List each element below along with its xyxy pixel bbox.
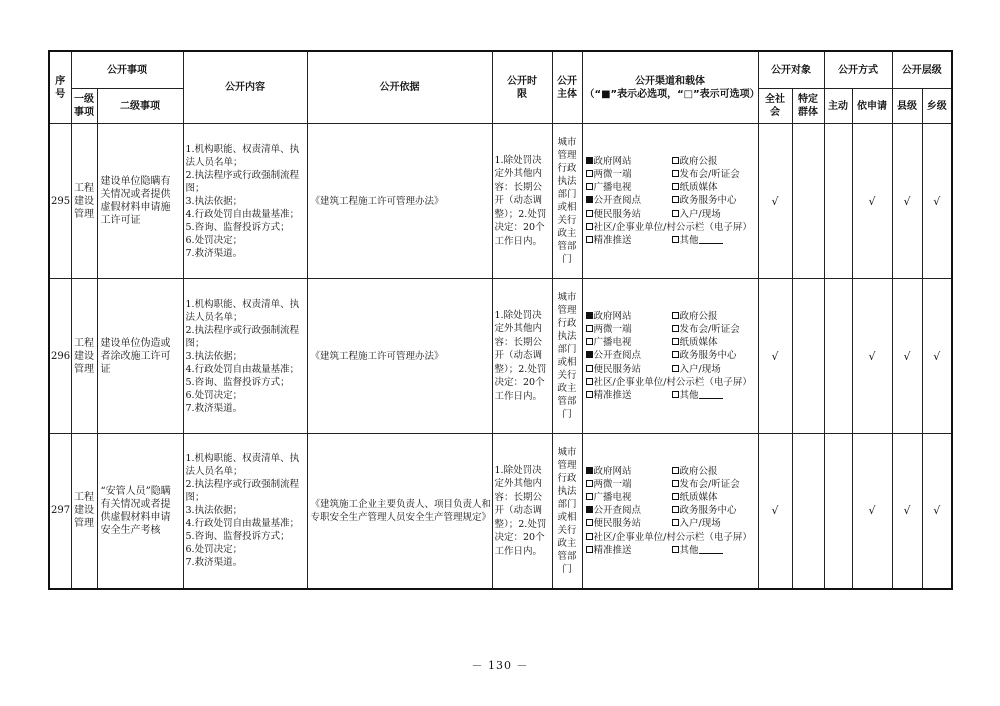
channel-precise: 精准推送 — [593, 235, 632, 246]
channel-pair — [586, 181, 756, 194]
cell-basis: 《建筑工程施工许可管理办法》 — [307, 279, 492, 434]
page-number: － 130 － — [471, 659, 529, 672]
content-line: 6.处罚决定； — [185, 234, 243, 246]
channel-radio_tv: 广播电视 — [593, 182, 632, 194]
header-target-specific: 特定群体 — [792, 89, 824, 124]
cell-content — [183, 124, 307, 279]
cell-content — [183, 434, 307, 589]
empty-box-icon — [586, 210, 593, 217]
channel-pair — [586, 208, 756, 221]
empty-box-icon — [586, 391, 593, 398]
disclosure-table — [48, 50, 953, 590]
channel-pair — [586, 234, 756, 247]
channel-pair — [586, 389, 756, 402]
header-subject: 公开主体 — [552, 51, 582, 124]
cell-target-specific — [792, 279, 824, 434]
content-line: 7.救济渠道。 — [185, 247, 243, 259]
header-method-request: 依申请 — [852, 89, 892, 124]
empty-box-icon — [586, 338, 593, 345]
empty-box-icon — [586, 519, 593, 526]
channel-pair — [586, 478, 756, 491]
empty-box-icon — [672, 157, 679, 164]
channel-reading_point: 公开查阅点 — [593, 350, 642, 362]
channel-community: 社区/企事业单位/村公示栏（电子屏） — [593, 221, 752, 233]
content-line: 1.机构职能、权责清单、执法人员名单； — [185, 298, 300, 323]
content-line: 2.执法程序或行政强制流程图； — [185, 479, 300, 504]
empty-box-icon — [672, 196, 679, 203]
content-line: 3.执法依据； — [185, 350, 243, 362]
empty-box-icon — [586, 546, 593, 553]
empty-box-icon — [672, 325, 679, 332]
channel-hearing: 发布会/听证会 — [679, 323, 740, 335]
cell-time-limit: 1.除处罚决定外其他内容：长期公开（动态调整）；2.处罚决定：20个工作日内。 — [492, 434, 552, 589]
channel-radio_tv: 广播电视 — [593, 337, 632, 349]
fill-in-blank — [699, 544, 723, 554]
content-line: 2.执法程序或行政强制流程图； — [185, 324, 300, 349]
channel-pair — [586, 544, 756, 557]
empty-box-icon — [672, 506, 679, 513]
content-line: 5.咨询、监督投诉方式； — [185, 531, 290, 543]
checked-box-icon — [586, 196, 593, 203]
content-line: 1.机构职能、权责清单、执法人员名单； — [185, 143, 300, 168]
channel-precise: 精准推送 — [593, 544, 632, 556]
empty-box-icon — [672, 480, 679, 487]
cell-seq: 296 — [49, 279, 71, 434]
channel-pair — [586, 517, 756, 530]
cell-method-request: √ — [852, 434, 892, 589]
cell-level-township: √ — [922, 124, 952, 279]
channel-two_micro: 两微一端 — [593, 168, 632, 180]
header-time-limit: 公开时限 — [492, 51, 552, 124]
cell-target-all: √ — [758, 124, 792, 279]
header-seq: 序号 — [49, 51, 71, 124]
cell-subject: 城市管理行政执法部门或相关行政主管部门 — [552, 124, 582, 279]
channel-pair — [586, 504, 756, 517]
header-channel-note: （“■”表示必选项，“□”表示可选项） — [584, 88, 760, 100]
cell-target-all: √ — [758, 279, 792, 434]
content-line: 4.行政处罚自由裁量基准； — [185, 208, 300, 220]
content-line: 5.咨询、监督投诉方式； — [185, 221, 290, 233]
cell-method-request: √ — [852, 279, 892, 434]
header-target-group: 公开对象 — [758, 51, 824, 89]
channel-gov_gazette: 政府公报 — [679, 155, 718, 167]
channel-community-row — [586, 531, 756, 544]
channel-other: 其他 — [679, 235, 699, 246]
empty-box-icon — [586, 170, 593, 177]
empty-box-icon — [586, 480, 593, 487]
table-row — [49, 434, 952, 589]
channel-community: 社区/企事业单位/村公示栏（电子屏） — [593, 531, 752, 543]
fill-in-blank — [699, 234, 723, 244]
empty-box-icon — [586, 236, 593, 243]
cell-method-active — [824, 434, 852, 589]
empty-box-icon — [586, 493, 593, 500]
channel-reading_point: 公开查阅点 — [593, 505, 642, 517]
cell-method-active — [824, 279, 852, 434]
channel-convenience: 便民服务站 — [593, 363, 642, 375]
fill-in-blank — [699, 389, 723, 399]
cell-channels — [582, 279, 758, 434]
cell-target-specific — [792, 124, 824, 279]
channel-pair — [586, 310, 756, 323]
channel-household: 入户/现场 — [679, 363, 721, 375]
empty-box-icon — [586, 183, 593, 190]
channel-paper: 纸质媒体 — [679, 337, 718, 349]
cell-content — [183, 279, 307, 434]
header-level-group: 公开层级 — [892, 51, 952, 89]
content-line: 6.处罚决定； — [185, 544, 243, 556]
empty-box-icon — [672, 351, 679, 358]
content-line: 6.处罚决定； — [185, 389, 243, 401]
channel-household: 入户/现场 — [679, 208, 721, 220]
empty-box-icon — [672, 546, 679, 553]
cell-subject: 城市管理行政执法部门或相关行政主管部门 — [552, 279, 582, 434]
channel-reading_point: 公开查阅点 — [593, 195, 642, 207]
cell-method-active — [824, 124, 852, 279]
empty-box-icon — [672, 170, 679, 177]
channel-gov_site: 政府网站 — [593, 465, 632, 477]
header-method-active: 主动 — [824, 89, 852, 124]
empty-box-icon — [672, 519, 679, 526]
channel-convenience: 便民服务站 — [593, 518, 642, 530]
cell-basis: 《建筑施工企业主要负责人、项目负责人和专职安全生产管理人员安全生产管理规定》 — [307, 434, 492, 589]
empty-box-icon — [672, 236, 679, 243]
channel-precise: 精准推送 — [593, 390, 632, 401]
channel-hearing: 发布会/听证会 — [679, 478, 740, 490]
cell-channels — [582, 434, 758, 589]
channel-service_center: 政务服务中心 — [679, 505, 737, 517]
empty-box-icon — [586, 533, 593, 540]
checked-box-icon — [586, 467, 593, 474]
channel-pair — [586, 323, 756, 336]
cell-level-township: √ — [922, 279, 952, 434]
table-row — [49, 124, 952, 279]
content-line: 7.救济渠道。 — [185, 557, 243, 569]
cell-level-township: √ — [922, 434, 952, 589]
content-line: 2.执法程序或行政强制流程图； — [185, 169, 300, 194]
channel-household: 入户/现场 — [679, 518, 721, 530]
channel-radio_tv: 广播电视 — [593, 491, 632, 503]
channel-pair — [586, 155, 756, 168]
channel-gov_site: 政府网站 — [593, 310, 632, 322]
checked-box-icon — [586, 312, 593, 319]
header-level1: 一级事项 — [71, 89, 97, 124]
cell-target-specific — [792, 434, 824, 589]
cell-level-county: √ — [892, 124, 922, 279]
empty-box-icon — [672, 365, 679, 372]
channel-other: 其他 — [679, 544, 699, 556]
channel-paper: 纸质媒体 — [679, 182, 718, 194]
cell-level1: 工程建设管理 — [71, 279, 97, 434]
content-line: 3.执法依据； — [185, 195, 243, 207]
disclosure-table-sheet — [48, 50, 951, 590]
cell-level2: “安管人员”隐瞒有关情况或者提供虚假材料申请安全生产考核 — [97, 434, 183, 589]
cell-level2: 建设单位伪造或者涂改施工许可证 — [97, 279, 183, 434]
cell-level1: 工程建设管理 — [71, 124, 97, 279]
cell-subject: 城市管理行政执法部门或相关行政主管部门 — [552, 434, 582, 589]
cell-basis: 《建筑工程施工许可管理办法》 — [307, 124, 492, 279]
channel-pair — [586, 363, 756, 376]
empty-box-icon — [672, 391, 679, 398]
content-line: 7.救济渠道。 — [185, 402, 243, 414]
channel-pair — [586, 168, 756, 181]
cell-level-county: √ — [892, 434, 922, 589]
cell-time-limit: 1.除处罚决定外其他内容：长期公开（动态调整）；2.处罚决定：20个工作日内。 — [492, 279, 552, 434]
channel-community: 社区/企事业单位/村公示栏（电子屏） — [593, 376, 752, 388]
content-line: 4.行政处罚自由裁量基准； — [185, 363, 300, 375]
channel-paper: 纸质媒体 — [679, 491, 718, 503]
empty-box-icon — [672, 312, 679, 319]
channel-gov_site: 政府网站 — [593, 155, 632, 167]
content-line: 3.执法依据； — [185, 505, 243, 517]
cell-level2: 建设单位隐瞒有关情况或者提供虚假材料申请施工许可证 — [97, 124, 183, 279]
header-channel — [582, 51, 758, 124]
header-target-all: 全社会 — [758, 89, 792, 124]
channel-pair — [586, 349, 756, 362]
checked-box-icon — [586, 351, 593, 358]
empty-box-icon — [672, 183, 679, 190]
channel-two_micro: 两微一端 — [593, 323, 632, 335]
channel-service_center: 政务服务中心 — [679, 195, 737, 207]
channel-other: 其他 — [679, 390, 699, 401]
channel-pair — [586, 336, 756, 349]
cell-level-county: √ — [892, 279, 922, 434]
channel-two_micro: 两微一端 — [593, 478, 632, 490]
header-content: 公开内容 — [183, 51, 307, 124]
empty-box-icon — [672, 210, 679, 217]
cell-channels — [582, 124, 758, 279]
checked-box-icon — [586, 157, 593, 164]
channel-community-row — [586, 221, 756, 234]
cell-level1: 工程建设管理 — [71, 434, 97, 589]
channel-service_center: 政务服务中心 — [679, 350, 737, 362]
header-level2: 二级事项 — [97, 89, 183, 124]
header-channel-title: 公开渠道和载体 — [635, 75, 705, 87]
table-row — [49, 279, 952, 434]
content-line: 1.机构职能、权责清单、执法人员名单； — [185, 453, 300, 478]
channel-community-row — [586, 376, 756, 389]
empty-box-icon — [672, 493, 679, 500]
content-line: 4.行政处罚自由裁量基准； — [185, 518, 300, 530]
header-level-county: 县级 — [892, 89, 922, 124]
channel-pair — [586, 194, 756, 207]
header-basis: 公开依据 — [307, 51, 492, 124]
table-body — [49, 124, 952, 589]
empty-box-icon — [672, 467, 679, 474]
empty-box-icon — [586, 325, 593, 332]
empty-box-icon — [586, 365, 593, 372]
cell-target-all: √ — [758, 434, 792, 589]
cell-method-request: √ — [852, 124, 892, 279]
channel-hearing: 发布会/听证会 — [679, 168, 740, 180]
empty-box-icon — [586, 378, 593, 385]
cell-seq: 297 — [49, 434, 71, 589]
channel-convenience: 便民服务站 — [593, 208, 642, 220]
channel-pair — [586, 491, 756, 504]
channel-gov_gazette: 政府公报 — [679, 310, 718, 322]
empty-box-icon — [586, 223, 593, 230]
channel-pair — [586, 465, 756, 478]
header-level-township: 乡级 — [922, 89, 952, 124]
header-items-group: 公开事项 — [71, 51, 183, 89]
empty-box-icon — [672, 338, 679, 345]
cell-seq: 295 — [49, 124, 71, 279]
header-method-group: 公开方式 — [824, 51, 892, 89]
checked-box-icon — [586, 506, 593, 513]
channel-gov_gazette: 政府公报 — [679, 465, 718, 477]
content-line: 5.咨询、监督投诉方式； — [185, 376, 290, 388]
cell-time-limit: 1.除处罚决定外其他内容：长期公开（动态调整）；2.处罚决定：20个工作日内。 — [492, 124, 552, 279]
